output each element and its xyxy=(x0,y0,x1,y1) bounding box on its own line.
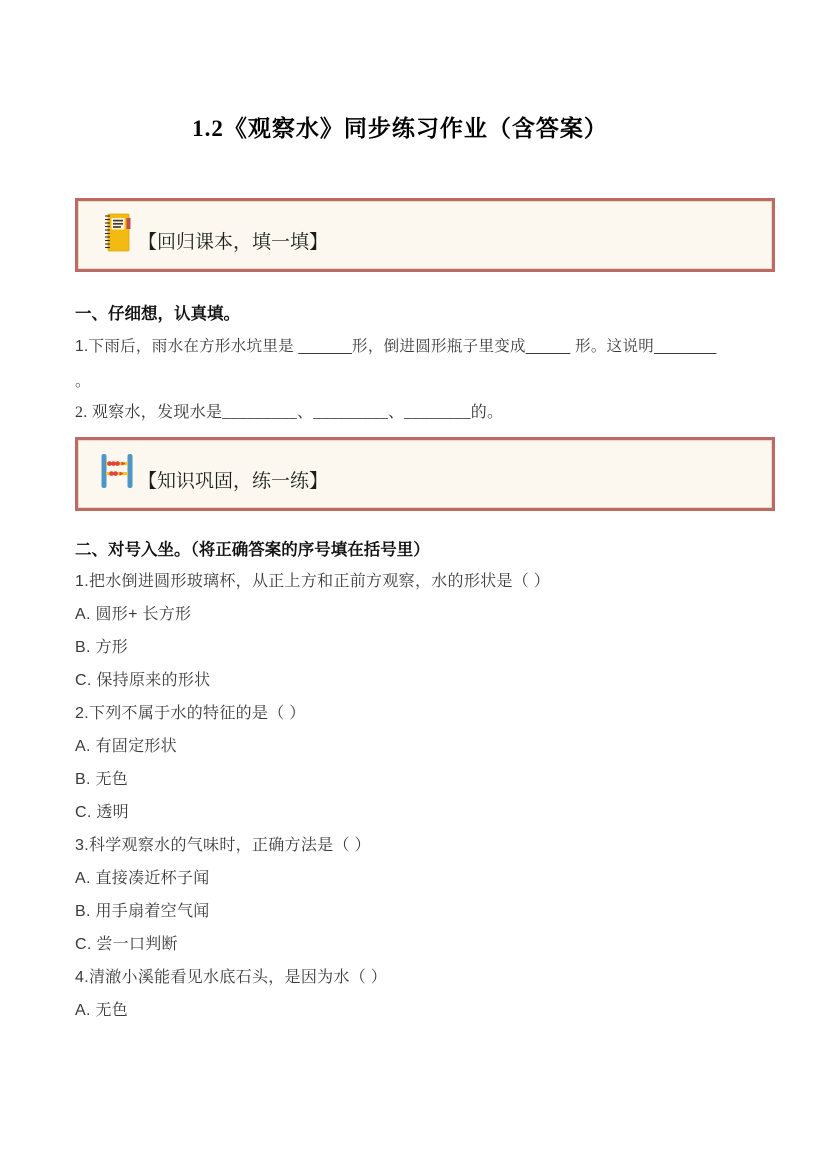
option-line: C. 保持原来的形状 xyxy=(75,672,211,689)
option-line: B. 方形 xyxy=(75,639,129,656)
question-line: 3.科学观察水的气味时，正确方法是（ ） xyxy=(75,837,371,854)
question-line: 1.把水倒进圆形玻璃杯，从正上方和正前方观察，水的形状是（ ） xyxy=(75,573,551,590)
notebook-icon xyxy=(100,211,134,255)
section2-heading: 二、对号入坐。（将正确答案的序号填在括号里） xyxy=(75,541,430,559)
section1-question-1: 1.下雨后，雨水在方形水坑里是 ______形，倒进圆形瓶子里变成_____ 形。这说明_______ xyxy=(75,338,717,355)
option-line: A. 无色 xyxy=(75,1002,129,1019)
section1-heading: 一、仔细想，认真填。 xyxy=(75,305,240,323)
abacus-icon xyxy=(100,450,134,494)
option-line: C. 透明 xyxy=(75,804,129,821)
option-line: A. 圆形+ 长方形 xyxy=(75,606,192,623)
option-line: A. 有固定形状 xyxy=(75,738,177,755)
page-title: 1.2《观察水》同步练习作业（含答案） xyxy=(192,116,608,141)
callout-label: 【回归课本，填一填】 xyxy=(138,231,329,253)
option-line: A. 直接凑近杯子闻 xyxy=(75,870,210,887)
section1-question-1-continuation: 。 xyxy=(75,373,91,390)
option-line: B. 用手扇着空气闻 xyxy=(75,903,210,920)
option-line: C. 尝一口判断 xyxy=(75,936,178,953)
callout-label: 【知识巩固，练一练】 xyxy=(138,470,329,492)
section1-question-2: 2. 观察水，发现水是_________、_________、________的。 xyxy=(75,404,504,421)
question-line: 4.清澈小溪能看见水底石头，是因为水（ ） xyxy=(75,969,388,986)
question-line: 2.下列不属于水的特征的是（ ） xyxy=(75,705,306,722)
section2-question-list xyxy=(75,565,765,1027)
callout-box-practice xyxy=(75,437,775,511)
option-line: B. 无色 xyxy=(75,771,129,788)
callout-box-fill-in xyxy=(75,198,775,272)
